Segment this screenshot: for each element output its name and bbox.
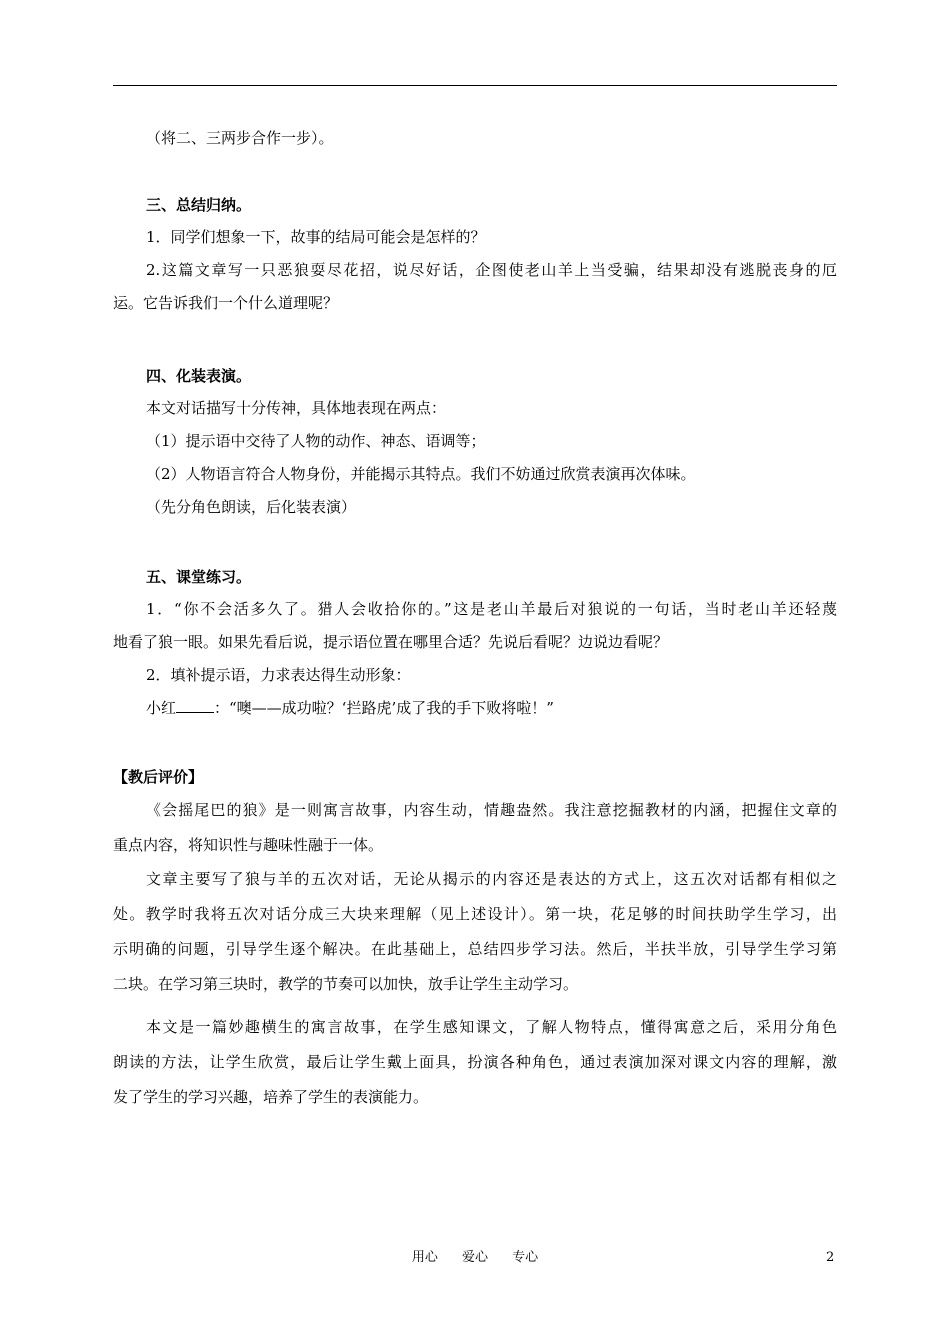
text-line: 重点内容，将知识性与趣味性融于一体。 [113, 836, 384, 854]
text-line: 2.这篇文章写一只恶狼耍尽花招，说尽好话，企图使老山羊上当受骗，结果却没有逃脱丧身的厄 [146, 261, 837, 279]
section-heading-4: 四、化装表演。 [146, 367, 252, 385]
text-line: 本文对话描写十分传神，具体地表现在两点： [146, 399, 447, 417]
text-line: （1）提示语中交待了人物的动作、神态、语调等； [146, 432, 486, 450]
text-line: 文章主要写了狼与羊的五次对话，无论从揭示的内容还是表达的方式上，这五次对话都有相似之 [146, 870, 837, 888]
section-heading-5: 五、课堂练习。 [146, 568, 252, 586]
text-line: （将二、三两步合作一步）。 [146, 129, 334, 147]
fill-blank-line [113, 697, 837, 719]
text-line: 地看了狼一眼。如果先看后说，提示语位置在哪里合适？先说后看呢？边说边看呢？ [113, 633, 669, 651]
blank-field [176, 698, 214, 713]
text-line: 运。它告诉我们一个什么道理呢？ [113, 294, 339, 312]
text-line: 《会摇尾巴的狼》是一则寓言故事，内容生动，情趣盎然。我注意挖掘教材的内涵，把握住文章的 [146, 801, 837, 819]
text-line: （2）人物语言符合人物身份，并能揭示其特点。我们不妨通过欣赏表演再次体味。 [146, 465, 696, 483]
section-heading-3: 三、总结归纳。 [146, 196, 252, 214]
dialogue-text: ：“噢——成功啦？‘拦路虎’成了我的手下败将啦！” [214, 699, 554, 717]
header-rule [113, 85, 837, 86]
text-line: 二块。在学习第三块时，教学的节奏可以加快，放手让学生主动学习。 [113, 975, 579, 993]
page-number: 2 [826, 1250, 835, 1265]
text-line: 示明确的问题，引导学生逐个解决。在此基础上，总结四步学习法。然后，半扶半放，引导学生学习第 [113, 940, 837, 958]
text-line: 处。教学时我将五次对话分成三大块来理解（见上述设计）。第一块，花足够的时间扶助学生学习，出 [113, 905, 837, 923]
text-line: （先分角色朗读，后化装表演） [146, 498, 357, 516]
text-line: 发了学生的学习兴趣，培养了学生的表演能力。 [113, 1088, 429, 1106]
text-line: 朗读的方法，让学生欣赏，最后让学生戴上面具，扮演各种角色，通过表演加深对课文内容的理解，激 [113, 1053, 837, 1071]
text-line: 1．“你不会活多久了。猎人会收拾你的。”这是老山羊最后对狼说的一句话，当时老山羊还轻蔑 [146, 600, 837, 618]
text-line: 1．同学们想象一下，故事的结局可能会是怎样的？ [146, 228, 486, 246]
footer-motto: 用心 爱心 专心 [411, 1250, 539, 1265]
speaker-name: 小红 [146, 699, 177, 717]
text-line: 本文是一篇妙趣横生的寓言故事，在学生感知课文，了解人物特点，懂得寓意之后，采用分角色 [146, 1018, 837, 1036]
section-heading-evaluation: 【教后评价】 [113, 768, 204, 786]
text-line: 2．填补提示语，力求表达得生动形象： [146, 666, 411, 684]
